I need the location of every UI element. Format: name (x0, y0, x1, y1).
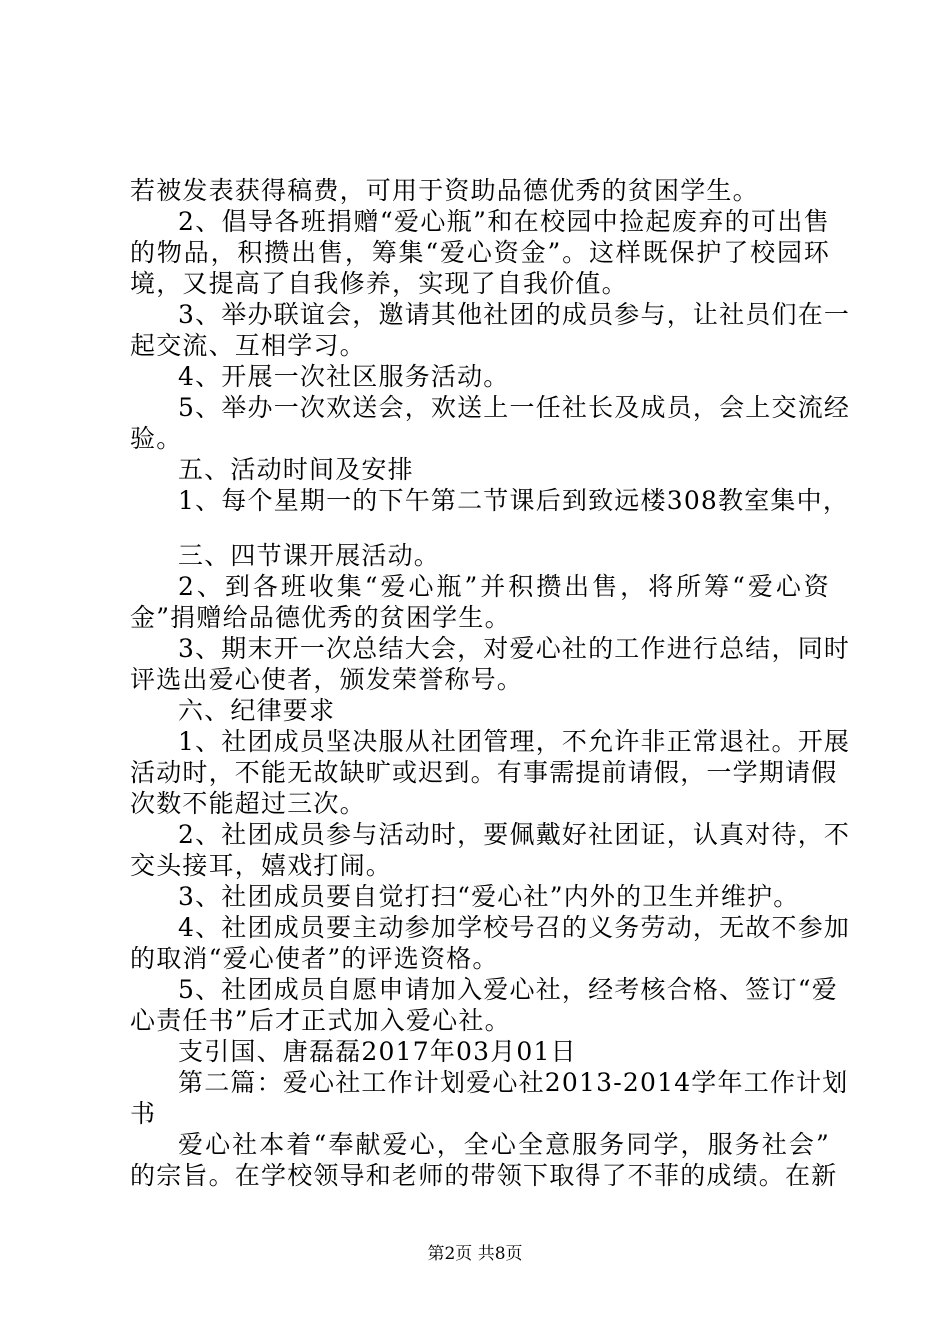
chapter-title: 第二篇：爱心社工作计划爱心社2013-2014学年工作计划 (178, 1068, 849, 1097)
text-line: 3、期末开一次总结大会，对爱心社的工作进行总结，同时 (178, 634, 851, 663)
text-line: 三、四节课开展活动。 (178, 541, 441, 570)
chapter-title-continued: 书 (130, 1099, 157, 1128)
text-line: 1、每个星期一的下午第二节课后到致远楼308教室集中， (178, 486, 850, 515)
text-line: 心责任书”后才正式加入爱心社。 (130, 1006, 511, 1035)
text-line: 活动时，不能无故缺旷或迟到。有事需提前请假，一学期请假 (130, 758, 838, 787)
text-line: 的取消“爱心使者”的评选资格。 (130, 944, 499, 973)
text-line: 起交流、互相学习。 (130, 331, 366, 360)
text-line: 4、开展一次社区服务活动。 (178, 362, 510, 391)
text-line: 金”捐赠给品德优秀的贫困学生。 (130, 603, 511, 632)
text-line: 5、举办一次欢送会，欢送上一任社长及成员，会上交流经 (178, 393, 851, 422)
text-line: 2、倡导各班捐赠“爱心瓶”和在校园中捡起废弃的可出售 (178, 207, 830, 236)
text-line: 5、社团成员自愿申请加入爱心社，经考核合格、签订“爱 (178, 975, 838, 1004)
text-line: 2、到各班收集“爱心瓶”并积攒出售，将所筹“爱心资 (178, 572, 830, 601)
text-line: 若被发表获得稿费，可用于资助品德优秀的贫困学生。 (130, 176, 759, 205)
text-line: 4、社团成员要主动参加学校号召的义务劳动，无故不参加 (178, 913, 851, 942)
text-line: 次数不能超过三次。 (130, 789, 366, 818)
text-line: 验。 (130, 424, 183, 453)
text-line: 评选出爱心使者，颁发荣誉称号。 (130, 665, 524, 694)
section-heading: 五、活动时间及安排 (178, 455, 414, 484)
signature-line: 支引国、唐磊磊2017年03月01日 (178, 1037, 577, 1066)
text-line: 境，又提高了自我修养，实现了自我价值。 (130, 269, 628, 298)
text-line: 爱心社本着“奉献爱心，全心全意服务同学，服务社会” (178, 1130, 830, 1159)
text-line: 3、举办联谊会，邀请其他社团的成员参与，让社员们在一 (178, 300, 851, 329)
text-line: 的宗旨。在学校领导和老师的带领下取得了不菲的成绩。在新 (130, 1161, 838, 1190)
text-line: 1、社团成员坚决服从社团管理，不允许非正常退社。开展 (178, 727, 851, 756)
text-line: 的物品，积攒出售，筹集“爱心资金”。这样既保护了校园环 (130, 238, 830, 267)
page-number-footer: 第2页 共8页 (427, 1244, 523, 1264)
section-heading: 六、纪律要求 (178, 696, 336, 725)
text-line: 2、社团成员参与活动时，要佩戴好社团证，认真对待，不 (178, 820, 851, 849)
text-line: 交头接耳，嬉戏打闹。 (130, 851, 393, 880)
text-line: 3、社团成员要自觉打扫“爱心社”内外的卫生并维护。 (178, 882, 800, 911)
